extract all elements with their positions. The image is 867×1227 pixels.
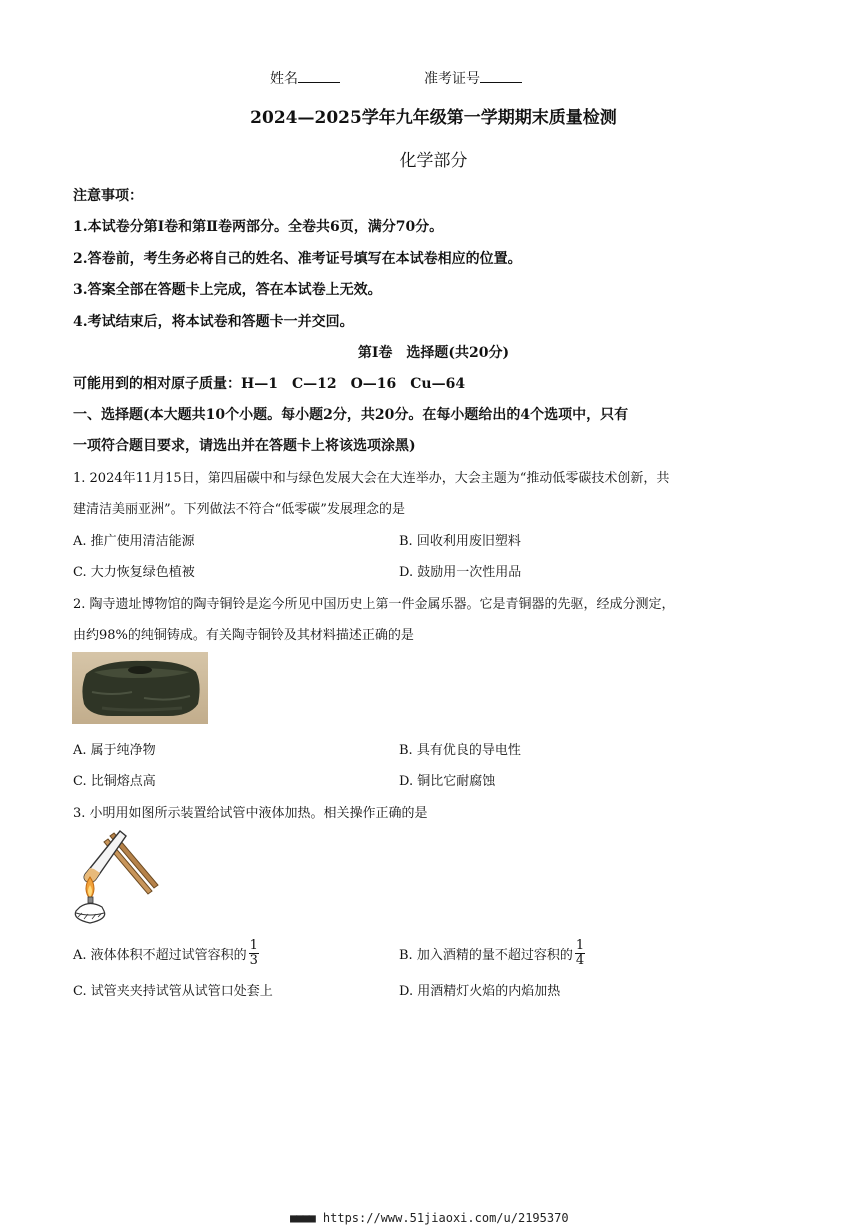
option-d: D. 鼓励用一次性用品	[399, 565, 522, 580]
page-title: 2024—2025学年九年级第一学期期末质量检测	[250, 108, 617, 128]
notice-item: 2.答卷前，考生务必将自己的姓名、准考证号填写在本试卷相应的位置。	[73, 251, 522, 267]
question-stem: 3. 小明用如图所示装置给试管中液体加热。相关操作正确的是	[73, 806, 428, 821]
notice-item: 4.考试结束后，将本试卷和答题卡一并交回。	[73, 314, 354, 330]
name-blank	[298, 68, 340, 83]
footer	[290, 1211, 569, 1225]
footer-url[interactable]: https://www.51jiaoxi.com/u/2195370	[322, 1211, 569, 1225]
name-field	[270, 68, 340, 88]
option-c: C. 比铜熔点高	[73, 774, 156, 789]
notice-item: 1.本试卷分第Ⅰ卷和第Ⅱ卷两部分。全卷共6页，满分70分。	[73, 219, 444, 235]
option-b	[399, 934, 585, 972]
option-d: D. 铜比它耐腐蚀	[399, 774, 496, 789]
page-subtitle: 化学部分	[399, 151, 468, 171]
fraction-one-fourth	[575, 939, 585, 968]
question-stem: 2. 陶寺遗址博物馆的陶寺铜铃是迄今所见中国历史上第一件金属乐器。它是青铜器的先驱，经成分测定，	[73, 597, 675, 612]
question-stem: 建清洁美丽亚洲”。下列做法不符合“低零碳”发展理念的是	[73, 502, 405, 517]
exam-id-blank	[480, 68, 522, 83]
option-a: A. 属于纯净物	[73, 743, 156, 758]
heating-apparatus-diagram	[70, 827, 162, 929]
exam-id-label: 准考证号	[424, 71, 480, 87]
option-a: A. 推广使用清洁能源	[73, 534, 195, 549]
option-b: B. 回收利用废旧塑料	[399, 534, 521, 549]
part-title: 第Ⅰ卷 选择题(共20分)	[357, 345, 510, 361]
section-instructions-line2: 一项符合题目要求，请选出并在答题卡上将该选项涂黑)	[73, 438, 416, 454]
fraction-denominator: 4	[575, 952, 585, 968]
notice-heading: 注意事项：	[73, 188, 143, 204]
bronze-bell-image	[72, 652, 208, 724]
atomic-masses: 可能用到的相对原子质量：H—1 C—12 O—16 Cu—64	[73, 376, 466, 392]
option-c: C. 大力恢复绿色植被	[73, 565, 195, 580]
notice-item: 3.答案全部在答题卡上完成，答在本试卷上无效。	[73, 282, 382, 298]
fraction-denominator: 3	[249, 952, 258, 968]
question-stem: 1. 2024年11月15日，第四届碳中和与绿色发展大会在大连举办，大会主题为“推动低零碳技术创新，共	[73, 471, 670, 486]
name-label: 姓名	[270, 71, 298, 87]
fraction-numerator: 1	[575, 937, 585, 953]
question-stem: 由约98%的纯铜铸成。有关陶寺铜铃及其材料描述正确的是	[73, 628, 414, 643]
section-instructions-line1: 一、选择题(本大题共10个小题。每小题2分，共20分。在每小题给出的4个选项中，只有	[73, 407, 629, 423]
option-d: D. 用酒精灯火焰的内焰加热	[399, 984, 561, 999]
bronze-bell-icon	[72, 652, 208, 724]
option-b: B. 具有优良的导电性	[399, 743, 521, 758]
fraction-numerator: 1	[249, 937, 258, 953]
footer-marks: ■■■■	[290, 1211, 315, 1225]
exam-id-field	[424, 68, 522, 88]
alcohol-lamp-icon	[75, 897, 104, 923]
option-a	[73, 934, 259, 972]
option-b-text: B. 加入酒精的量不超过容积的	[399, 947, 573, 963]
option-a-text: A. 液体体积不超过试管容积的	[73, 947, 247, 963]
fraction-one-third	[249, 939, 259, 968]
option-c: C. 试管夹夹持试管从试管口处套上	[73, 984, 273, 999]
